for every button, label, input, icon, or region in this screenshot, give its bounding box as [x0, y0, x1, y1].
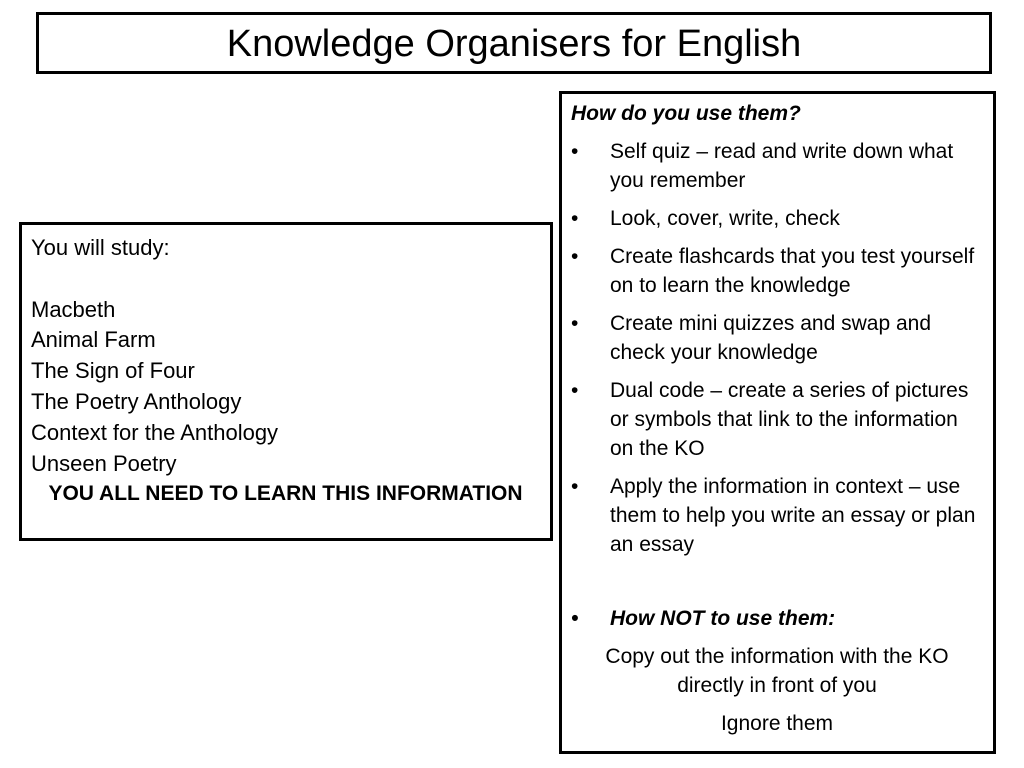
- bullet-icon: •: [571, 607, 579, 630]
- usage-item-self-quiz: [571, 137, 983, 195]
- page-title: Knowledge Organisers for English: [226, 23, 802, 65]
- usage-item-text: Dual code – create a series of pictures or symbols that link to the information on the KO: [610, 379, 969, 460]
- usage-item-text: Create flashcards that you test yourself on to learn the knowledge: [610, 245, 975, 297]
- bullet-icon: •: [571, 245, 579, 268]
- usage-box: [559, 91, 996, 754]
- not-line-ignore: Ignore them: [720, 712, 834, 735]
- usage-item-mini-quizzes: [571, 309, 983, 367]
- usage-item-dual-code: [571, 376, 983, 463]
- study-item-unseen-poetry: Unseen Poetry: [31, 450, 177, 476]
- study-heading: You will study:: [31, 235, 170, 260]
- usage-item-text: Apply the information in context – use them to help you write an essay or plan an essay: [610, 475, 976, 556]
- not-heading: [571, 604, 983, 633]
- study-item-poetry-anthology: The Poetry Anthology: [31, 388, 242, 414]
- usage-item-text: Look, cover, write, check: [610, 207, 840, 230]
- study-note: YOU ALL NEED TO LEARN THIS INFORMATION: [48, 482, 523, 506]
- title-box: [36, 12, 992, 74]
- study-item-sign-of-four: The Sign of Four: [31, 358, 195, 384]
- study-item-animal-farm: Animal Farm: [31, 327, 156, 353]
- usage-item-flashcards: [571, 242, 983, 300]
- not-heading-text: How NOT to use them:: [610, 607, 836, 630]
- bullet-icon: •: [571, 140, 579, 163]
- usage-spacer: [571, 568, 983, 604]
- study-item-macbeth: Macbeth: [31, 296, 116, 322]
- bullet-icon: •: [571, 475, 579, 498]
- bullet-icon: •: [571, 312, 579, 335]
- study-item-anthology-context: Context for the Anthology: [31, 419, 279, 445]
- usage-item-text: Create mini quizzes and swap and check your knowledge: [610, 312, 932, 364]
- usage-item-text: Self quiz – read and write down what you remember: [610, 140, 954, 192]
- not-line-copy: Copy out the information with the KO directly in front of you: [605, 645, 949, 697]
- usage-item-apply: [571, 472, 983, 559]
- usage-heading: How do you use them?: [571, 102, 801, 125]
- usage-list: [571, 137, 983, 559]
- bullet-icon: •: [571, 379, 579, 402]
- usage-item-look-cover: [571, 204, 983, 233]
- study-gap: [31, 264, 540, 295]
- study-box: [19, 222, 553, 541]
- bullet-icon: •: [571, 207, 579, 230]
